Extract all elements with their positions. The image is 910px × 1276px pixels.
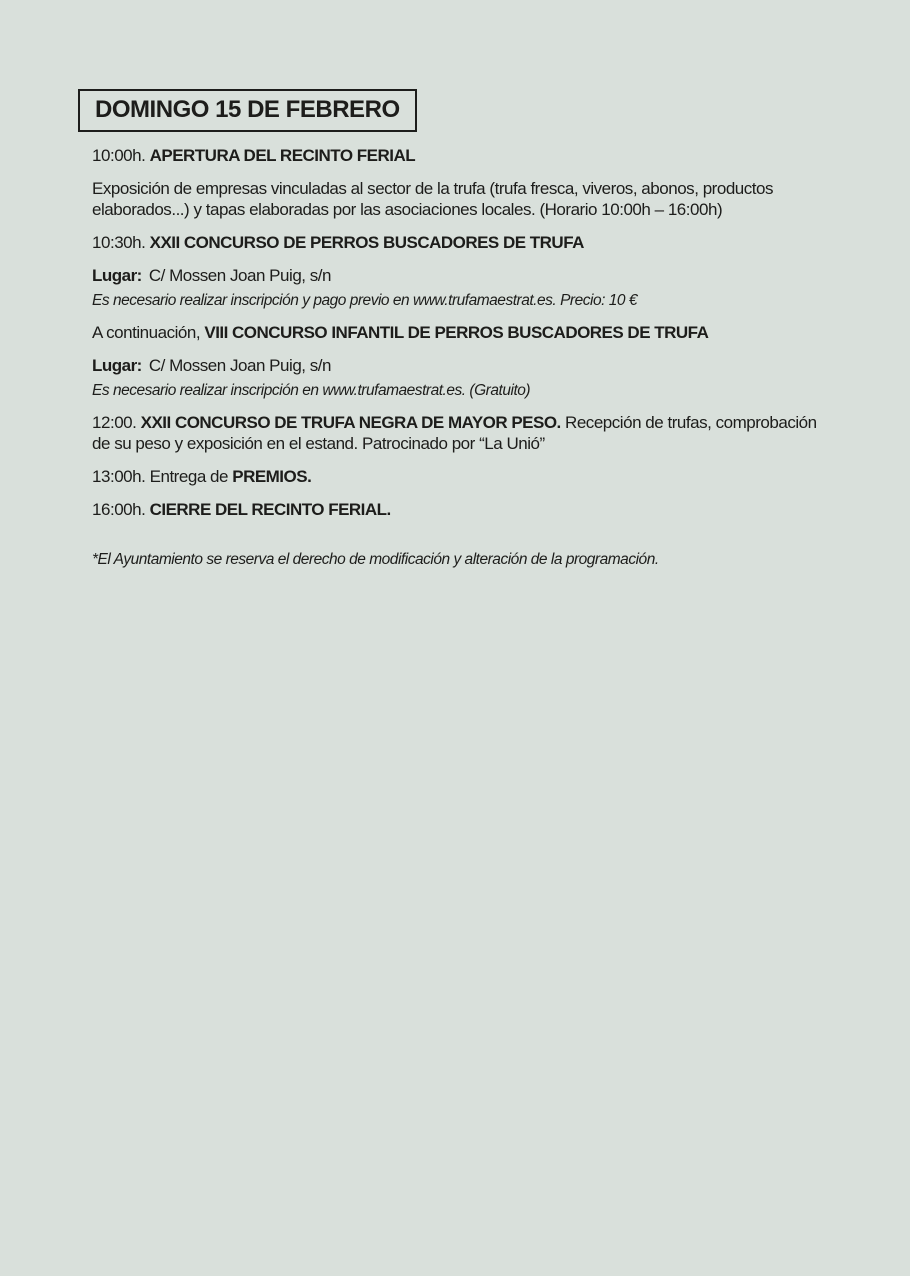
event-trufa-negra-title: XXII CONCURSO DE TRUFA NEGRA DE MAYOR PESO. xyxy=(140,413,561,432)
concurso-perros-registration-note: Es necesario realizar inscripción y pago previo en www.trufamaestrat.es. Precio: 10 € xyxy=(92,292,638,309)
schedule-content xyxy=(92,145,838,520)
footnote: *El Ayuntamiento se reserva el derecho de modificación y alteración de la programación. xyxy=(92,551,659,568)
event-trufa-negra-description: Recepción de trufas, comprobación de su peso y exposición en el estand. Patrocinado por “La Unió” xyxy=(92,413,817,453)
event-apertura-time: 10:00h. xyxy=(92,146,146,165)
event-trufa-negra xyxy=(92,412,838,454)
location-label: Lugar: xyxy=(92,266,142,285)
day-header-box xyxy=(78,89,417,132)
location-value: C/ Mossen Joan Puig, s/n xyxy=(148,266,332,285)
event-concurso-infantil-title: VIII CONCURSO INFANTIL DE PERROS BUSCADORES DE TRUFA xyxy=(204,323,709,342)
concurso-perros-location-row xyxy=(92,265,838,286)
event-concurso-infantil-prefix: A continuación, xyxy=(92,323,201,342)
event-cierre-time: 16:00h. xyxy=(92,500,146,519)
event-premios-time: 13:00h. xyxy=(92,467,146,486)
event-concurso-perros-title: XXII CONCURSO DE PERROS BUSCADORES DE TRUFA xyxy=(149,233,584,252)
event-apertura-description: Exposición de empresas vinculadas al sector de la trufa (trufa fresca, viveros, abonos, productos elaborados...) y tapas elaboradas por las asociaciones locales. (Horario 10:00h – 16:00h) xyxy=(92,179,774,219)
day-header-title: DOMINGO 15 DE FEBRERO xyxy=(95,96,400,123)
event-cierre-title: CIERRE DEL RECINTO FERIAL. xyxy=(149,500,391,519)
location-value: C/ Mossen Joan Puig, s/n xyxy=(148,356,332,375)
event-cierre xyxy=(92,499,838,520)
concurso-infantil-location-row xyxy=(92,355,838,376)
event-concurso-perros-time: 10:30h. xyxy=(92,233,146,252)
event-apertura xyxy=(92,145,838,166)
concurso-infantil-registration-note: Es necesario realizar inscripción en www.trufamaestrat.es. (Gratuito) xyxy=(92,382,531,399)
event-premios-prefix: Entrega de xyxy=(149,467,228,486)
event-concurso-perros xyxy=(92,232,838,253)
program-page xyxy=(0,0,910,569)
event-concurso-infantil xyxy=(92,322,838,343)
event-trufa-negra-time: 12:00. xyxy=(92,413,137,432)
location-label: Lugar: xyxy=(92,356,142,375)
event-premios xyxy=(92,466,838,487)
event-apertura-title: APERTURA DEL RECINTO FERIAL xyxy=(149,146,416,165)
event-premios-title: PREMIOS. xyxy=(232,467,312,486)
